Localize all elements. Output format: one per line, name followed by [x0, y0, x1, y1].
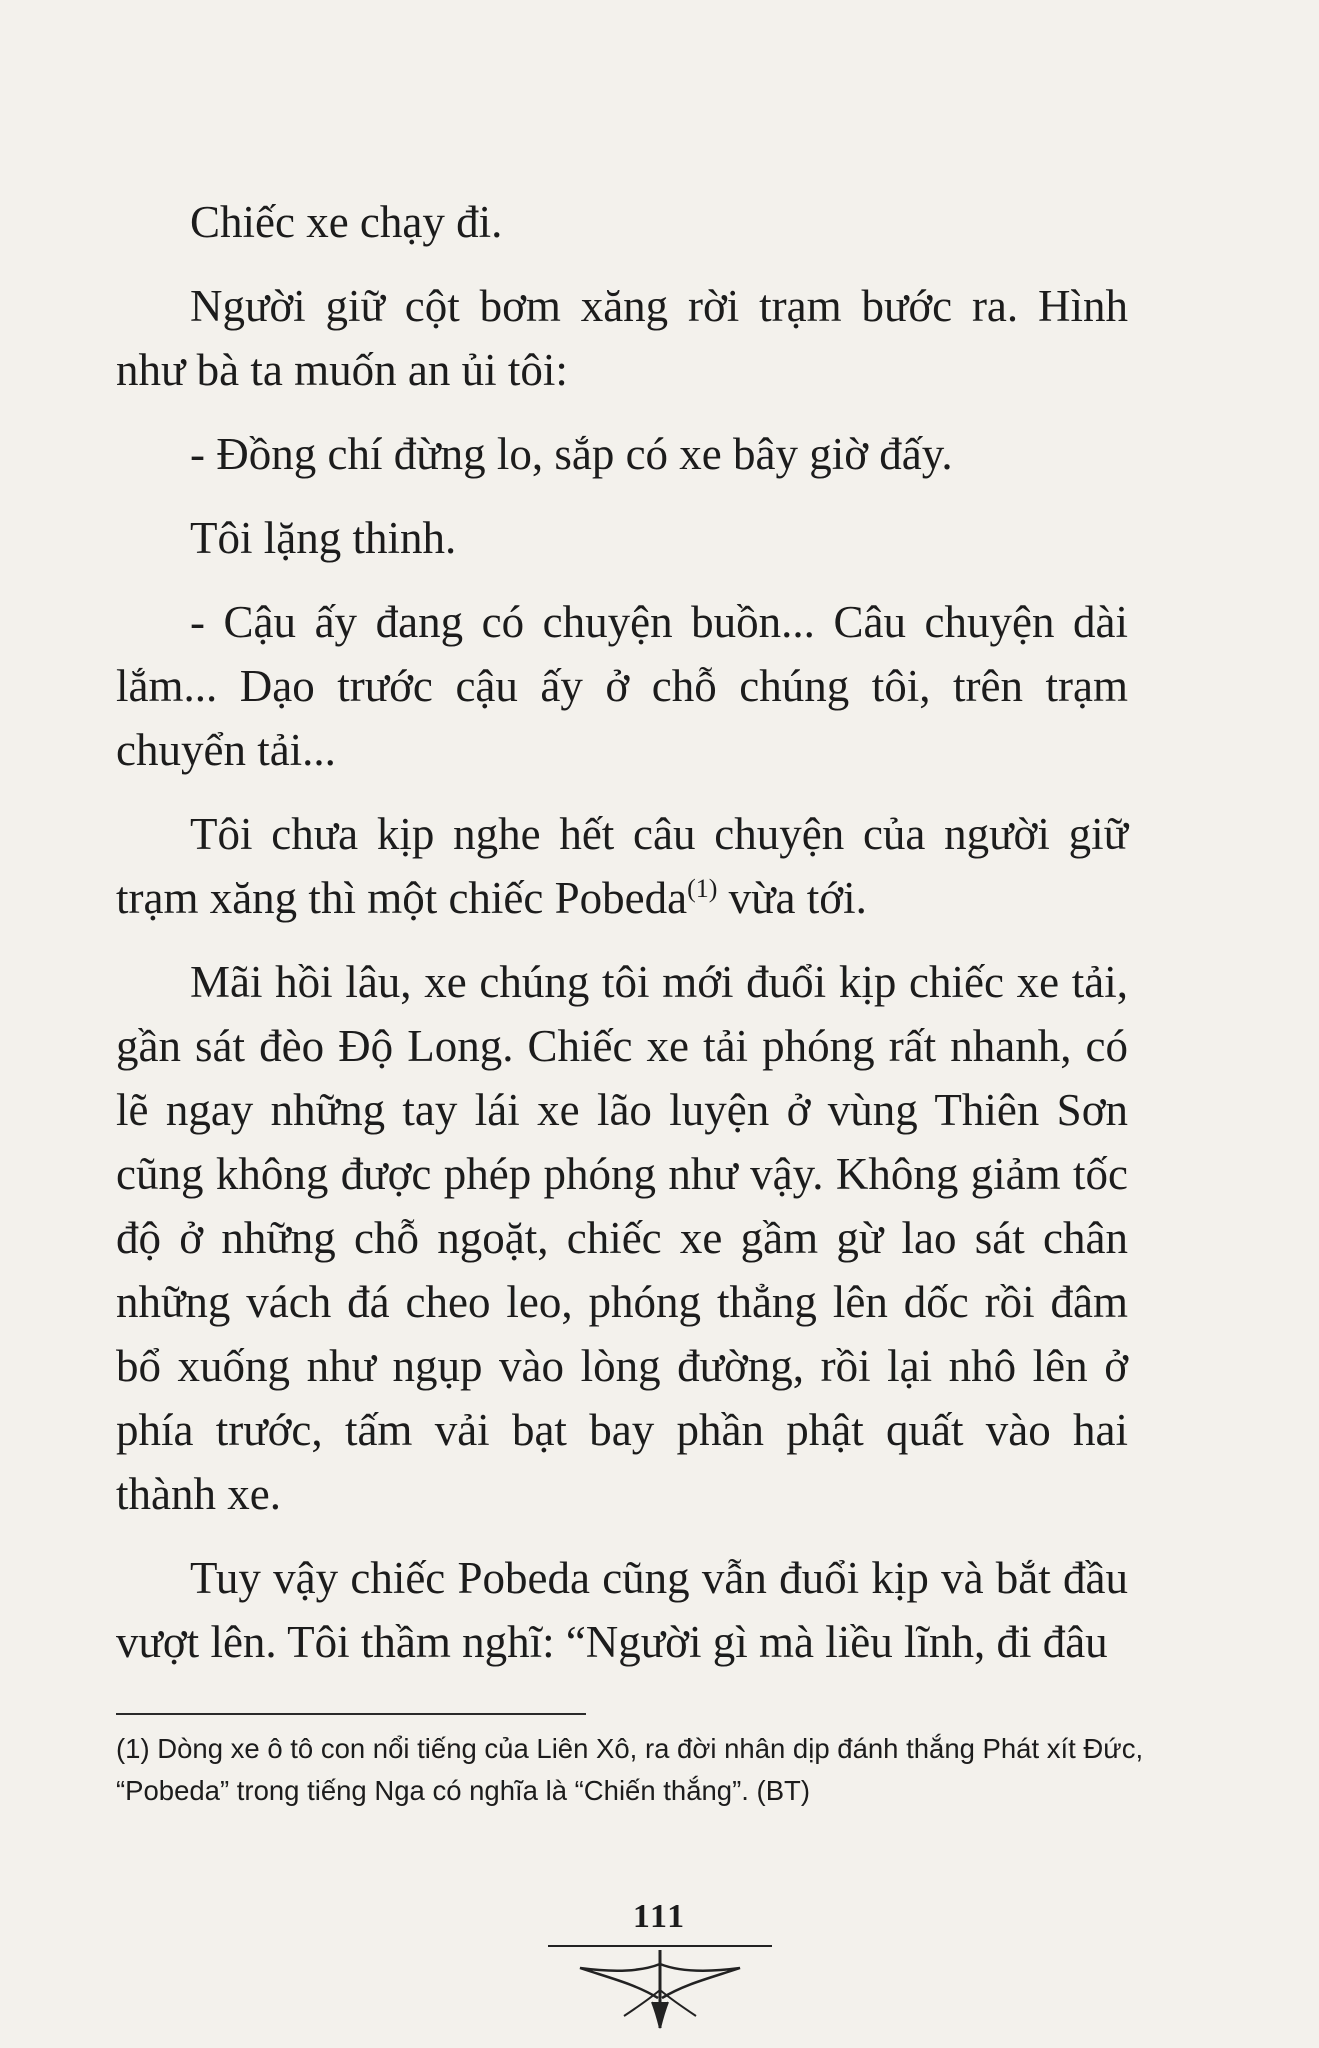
paragraph: - Đồng chí đừng lo, sắp có xe bây giờ đấy. — [190, 429, 953, 479]
paragraph: Tuy vậy chiếc Pobeda cũng vẫn đuổi kịp và bắt đầu vượt lên. Tôi thầm nghĩ: “Người gì mà liều lĩnh, đi đâu — [116, 1553, 1128, 1667]
paragraph: Chiếc xe chạy đi. — [190, 197, 503, 247]
paragraph-text: Tôi chưa kịp nghe hết câu chuyện của người giữ trạm xăng thì một chiếc Pobeda — [116, 809, 1128, 923]
floral-divider-icon — [540, 1942, 780, 2032]
paragraph: Người giữ cột bơm xăng rời trạm bước ra. Hình như bà ta muốn an ủi tôi: — [116, 281, 1128, 395]
paragraph: - Cậu ấy đang có chuyện buồn... Câu chuyện dài lắm... Dạo trước cậu ấy ở chỗ chúng tôi, trên trạm chuyển tải... — [116, 597, 1128, 775]
footnote: (1) Dòng xe ô tô con nổi tiếng của Liên Xô, ra đời nhân dịp đánh thắng Phát xít Đức, “Pobeda” trong tiếng Nga có nghĩa là “Chiến thắng”. (BT) — [116, 1733, 1144, 1806]
body-text — [116, 190, 1128, 1692]
paragraph: Tôi lặng thinh. — [190, 513, 457, 563]
paragraph-text: vừa tới. — [717, 873, 867, 923]
footnote-reference[interactable]: (1) — [687, 874, 718, 903]
page-number: 111 — [632, 1898, 687, 1935]
footnote-divider — [116, 1713, 586, 1715]
paragraph — [116, 802, 1128, 930]
paragraph: Mãi hồi lâu, xe chúng tôi mới đuổi kịp chiếc xe tải, gần sát đèo Độ Long. Chiếc xe tải phóng rất nhanh, có lẽ ngay những tay lái xe lão luyện ở vùng Thiên Sơn cũng không được phép phóng như vậy. Không giảm tốc độ ở những chỗ ngoặt, chiếc xe gầm gừ lao sát chân những vách đá cheo leo, phóng thẳng lên dốc rồi đâm bổ xuống như ngụp vào lòng đường, rồi lại nhô lên ở phía trước, tấm vải bạt bay phần phật quất vào hai thành xe. — [116, 957, 1128, 1519]
